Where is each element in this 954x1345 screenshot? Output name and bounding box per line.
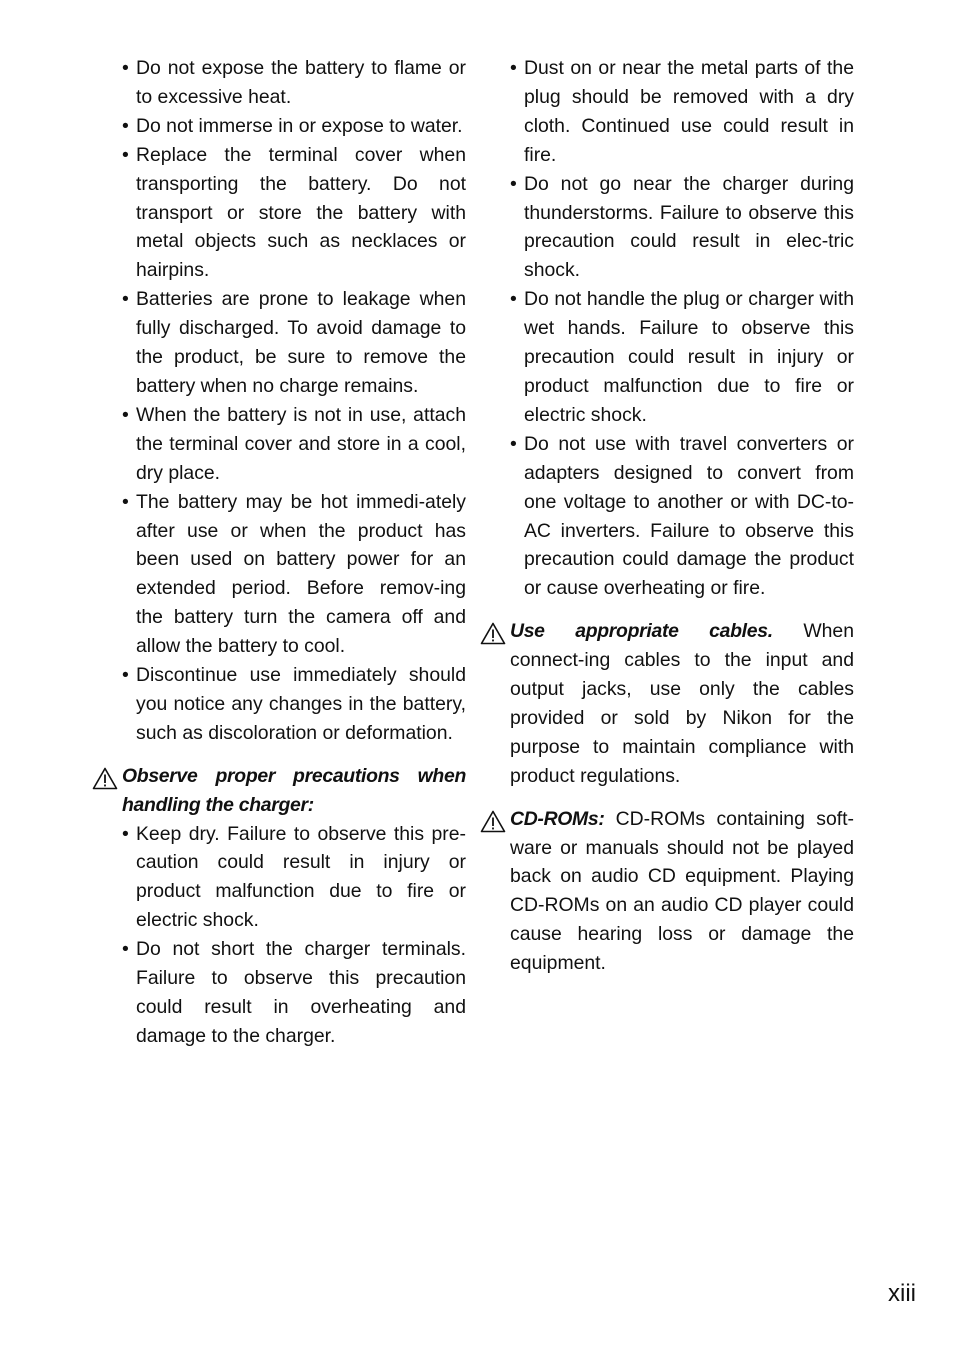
list-item: • Do not use with travel converters or adapters designed to convert from one voltage to another or with DC-to-AC inverters. Failure to observe this precaution could damage the product or cause overheating or fire. <box>480 430 854 603</box>
cables-warning-heading: Use appropriate cables. <box>510 620 804 643</box>
list-item: • Do not short the charger terminals. Failure to observe this precaution could result in overheating and damage to the charger. <box>92 935 466 1051</box>
charger-warning <box>92 762 466 820</box>
list-item: • When the battery is not in use, attach the terminal cover and store in a cool, dry place. <box>92 401 466 488</box>
warning-triangle-icon <box>92 767 118 790</box>
battery-precautions-list <box>92 54 466 748</box>
list-item: • Do not handle the plug or charger with wet hands. Failure to observe this precaution could result in injury or product malfunction due to fire or electric shock. <box>480 285 854 430</box>
list-item: • Dust on or near the metal parts of the plug should be removed with a dry cloth. Continued use could result in fire. <box>480 54 854 170</box>
cdroms-warning-text: CD-ROMs containing soft-ware or manuals should not be played back on audio CD equipment. Playing CD-ROMs on an audio CD player could cause hearing loss or damage the equipment. <box>510 807 854 975</box>
cables-warning <box>480 617 854 790</box>
left-column <box>92 54 466 1051</box>
list-item: • Do not expose the battery to flame or to excessive heat. <box>92 54 466 112</box>
charger-precautions-list-continued <box>480 54 854 603</box>
cdroms-warning <box>480 805 854 978</box>
page-number: xiii <box>888 1280 916 1307</box>
list-item: • Do not immerse in or expose to water. <box>92 112 466 141</box>
cables-warning-text: When connect-ing cables to the input and output jacks, use only the cables provided or sold by Nikon for the purpose to maintain compliance with product regulations. <box>510 620 854 787</box>
warning-triangle-icon <box>480 622 506 645</box>
charger-precautions-list <box>92 820 466 1051</box>
list-item: • Batteries are prone to leakage when fully discharged. To avoid damage to the product, be sure to remove the battery when no charge remains. <box>92 285 466 401</box>
list-item: • Replace the terminal cover when transporting the battery. Do not transport or store the battery with metal objects such as necklaces or hairpins. <box>92 141 466 286</box>
list-item: • Do not go near the charger during thunderstorms. Failure to observe this precaution could result in elec-tric shock. <box>480 170 854 286</box>
cdroms-warning-heading: CD-ROMs: <box>510 807 616 830</box>
list-item: • Discontinue use immediately should you notice any changes in the battery, such as discoloration or deformation. <box>92 661 466 748</box>
right-column <box>480 54 854 978</box>
warning-triangle-icon <box>480 810 506 833</box>
charger-warning-heading: Observe proper precautions when handling the charger: <box>122 764 466 816</box>
list-item: • The battery may be hot immedi-ately after use or when the product has been used on battery power for an extended period. Before remov-ing the battery turn the camera off and allow the battery to cool. <box>92 488 466 661</box>
list-item: • Keep dry. Failure to observe this pre-caution could result in injury or product malfunction due to fire or electric shock. <box>92 820 466 936</box>
